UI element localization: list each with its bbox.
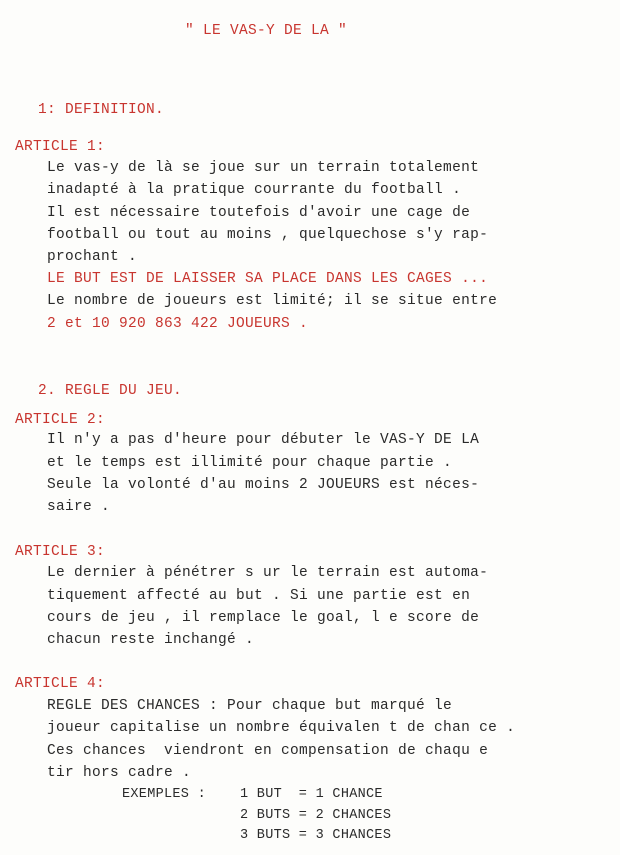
article-4-line: joueur capitalise un nombre équivalen t de chan ce . (47, 720, 516, 736)
section-heading-rules: 2. REGLE DU JEU. (38, 383, 183, 399)
article-4-line: REGLE DES CHANCES : Pour chaque but marqué le (47, 698, 453, 714)
section-heading-definition: 1: DEFINITION. (38, 102, 165, 118)
article-heading-2: ARTICLE 2: (15, 412, 106, 428)
article-4-line: tir hors cadre . (47, 765, 192, 781)
article-3-line: Le dernier à pénétrer s ur le terrain est automa- (47, 565, 489, 581)
article-heading-4: ARTICLE 4: (15, 676, 106, 692)
article-4-line: Ces chances viendront en compensation de chaqu e (47, 743, 489, 759)
examples-label: EXEMPLES : (122, 787, 207, 802)
article-3-line: chacun reste inchangé . (47, 632, 255, 648)
article-2-line: Il n'y a pas d'heure pour débuter le VAS-Y DE LA (47, 432, 480, 448)
article-2-line: Seule la volonté d'au moins 2 JOUEURS est néces- (47, 477, 480, 493)
article-2-line: saire . (47, 499, 111, 515)
example-row: 1 BUT = 1 CHANCE (240, 787, 383, 802)
article-1-line: prochant . (47, 249, 138, 265)
article-1-line: Le nombre de joueurs est limité; il se situe entre (47, 293, 498, 309)
article-3-line: cours de jeu , il remplace le goal, l e score de (47, 610, 480, 626)
article-3-line: tiquement affecté au but . Si une partie est en (47, 588, 471, 604)
article-1-line: inadapté à la pratique courrante du football . (47, 182, 462, 198)
example-row: 3 BUTS = 3 CHANCES (240, 828, 392, 843)
example-row: 2 BUTS = 2 CHANCES (240, 808, 392, 823)
article-heading-1: ARTICLE 1: (15, 139, 106, 155)
article-heading-3: ARTICLE 3: (15, 544, 106, 560)
article-1-line: Il est nécessaire toutefois d'avoir une cage de (47, 205, 471, 221)
article-2-line: et le temps est illimité pour chaque partie . (47, 455, 453, 471)
article-1-line: football ou tout au moins , quelquechose s'y rap- (47, 227, 489, 243)
article-1-player-count: 2 et 10 920 863 422 JOUEURS . (47, 316, 309, 332)
document-title: " LE VAS-Y DE LA " (185, 23, 348, 39)
article-1-line: Le vas-y de là se joue sur un terrain totalement (47, 160, 480, 176)
article-1-goal-statement: LE BUT EST DE LAISSER SA PLACE DANS LES CAGES ... (47, 271, 489, 287)
